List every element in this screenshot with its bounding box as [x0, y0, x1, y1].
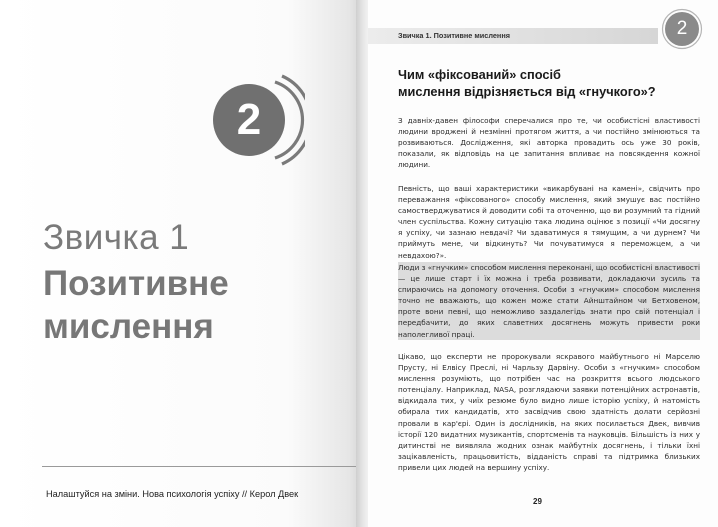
- section-heading: [398, 66, 678, 100]
- paragraph: З давніх-давен філософи сперечалися про те, чи особистісні властивості людини вроджені й незмінні протягом життя, а чи постійно змінюються та розвиваються. Дослідження, які авторка провадить ось уже 30 років, показали, як відповідь на це запитання впливає на повсякдення кожної людини.: [398, 116, 700, 170]
- right-page: [368, 0, 718, 527]
- footer-divider: [42, 466, 364, 467]
- highlighted-paragraph: Люди з «гнучким» способом мислення переконані, що особистісні властивості — це лише старт і їх можна і треба розвивати, докладаючи зусиль та спираючись на допомогу оточення. Особи з «гнучким» способом мислення точно не вважають, що кожен може стати Айнштайном чи Бетховеном, проте вони певні, що неможливо заздалегідь знати про свій потенціал і передбачити, до яких славетних досягнень можуть привести роки наполегливої праці.: [398, 263, 700, 339]
- chapter-badge: [205, 68, 305, 168]
- habit-title-line1: Позитивне: [43, 264, 229, 303]
- chapter-number: 2: [213, 84, 285, 156]
- page-number: 29: [533, 497, 542, 506]
- paragraph: Цікаво, що експерти не пророкували яскравого майбутнього ні Марселю Прусту, ні Елвісу Преслі, ні Чарльзу Дарвіну. Особи з «гнучким» способом мислення розуміють, що потрібен час на розкриття всього людського потенціалу. Наприклад, NASA, розглядаючи заявки потенційних астронавтів, відкидала тих, у чиїх резюме було видно лише історію успіху, й натомість обирала тих кандидатів, хто засвідчив свою здатність долати серйозні провали в кар'єрі. Один із дослідників, на яких посилається Двек, вивчив історії 120 видатних музикантів, спортсменів та науковців. Більшість із них у дитинстві не виявляла жодних ознак майбутніх досягнень, і тільки їхні зацікавленість, працьовитість, відданість справі та підтримка близьких привели цих людей на вершину успіху.: [398, 352, 700, 472]
- paragraph: Певність, що ваші характеристики «викарбувані на камені», свідчить про переважання «фіксованого» способу мислення, який змушує вас постійно самостверджуватися й доводити собі та оточенню, що ви розумний та гідний член суспільства. Кожну ситуацію така людина оцінює з позиції «Чи досягну я успіху, чи зазнаю невдачі? Чи здаватимуся я тямущим, а чи дурнем? Чи приймуть мене, чи відкинуть? Чи почуватимуся я переможцем, а чи невдахою?».: [398, 184, 700, 260]
- habit-title: [43, 262, 229, 348]
- habit-label: Звичка 1: [43, 218, 190, 257]
- running-head: Звичка 1. Позитивне мислення: [398, 31, 510, 40]
- section-heading-line1: Чим «фіксований» спосіб: [398, 67, 561, 82]
- running-chapter-number: 2: [665, 12, 699, 46]
- book-footer: Налаштуйся на зміни. Нова психологія успіху // Керол Двек: [46, 489, 299, 499]
- habit-title-line2: мислення: [43, 307, 214, 346]
- section-heading-line2: мислення відрізняється від «гнучкого»?: [398, 84, 656, 99]
